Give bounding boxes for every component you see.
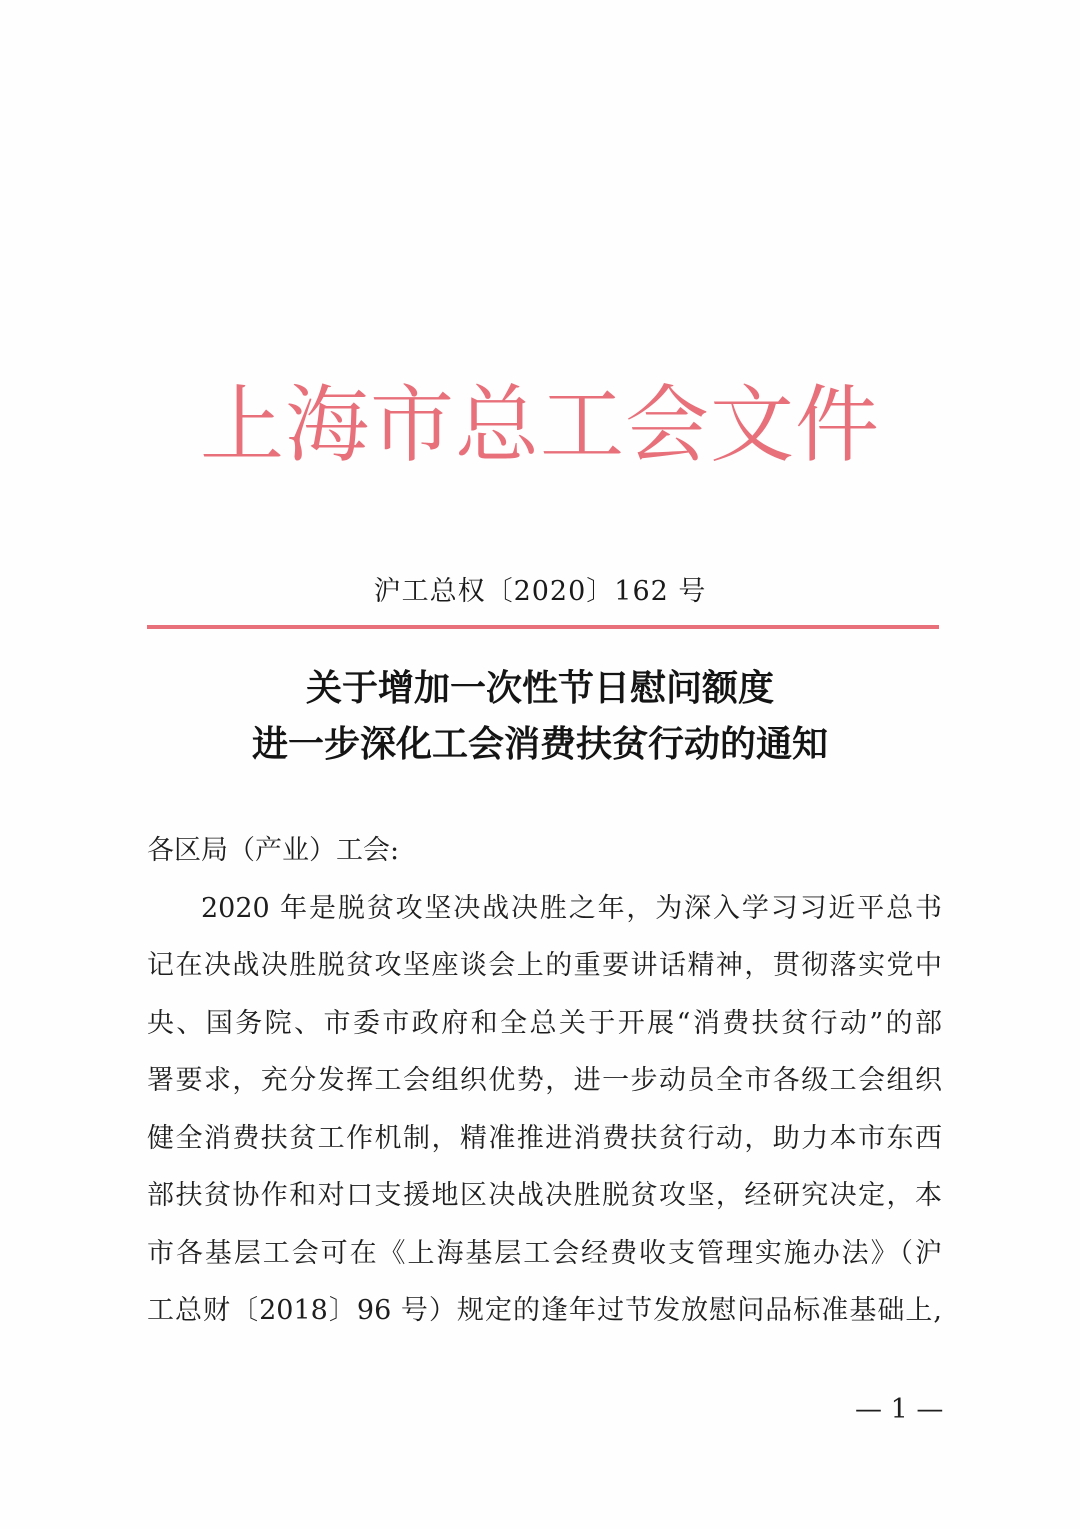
document-title (0, 660, 1080, 772)
body-line: 工总财〔2018〕96 号）规定的逢年过节发放慰问品标准基础上, (147, 1295, 942, 1326)
document-number: 沪工总权〔2020〕162 号 (373, 576, 707, 607)
body-line: 健全消费扶贫工作机制，精准推进消费扶贫行动，助力本市东西 (147, 1122, 942, 1154)
body-line: 署要求，充分发挥工会组织优势，进一步动员全市各级工会组织 (147, 1065, 942, 1096)
body-line: 市各基层工会可在《上海基层工会经费收支管理实施办法》（沪 (147, 1237, 942, 1269)
document-masthead: 上海市总工会文件 (200, 376, 881, 474)
red-divider-line (147, 625, 939, 629)
body-line: 央、国务院、市委市政府和全总关于开展“消费扶贫行动”的部 (147, 1007, 942, 1039)
body-line: 记在决战决胜脱贫攻坚座谈会上的重要讲话精神，贯彻落实党中 (147, 950, 942, 981)
salutation: 各区局（产业）工会: (147, 835, 400, 866)
title-line-1: 关于增加一次性节日慰问额度 (305, 667, 774, 709)
body-line: 2020 年是脱贫攻坚决战决胜之年，为深入学习习近平总书 (201, 892, 942, 924)
document-body (147, 822, 942, 1340)
body-line: 部扶贫协作和对口支援地区决战决胜脱贫攻坚，经研究决定，本 (147, 1180, 942, 1211)
title-line-2: 进一步深化工会消费扶贫行动的通知 (251, 723, 828, 765)
page-number: — 1 — (855, 1394, 944, 1425)
